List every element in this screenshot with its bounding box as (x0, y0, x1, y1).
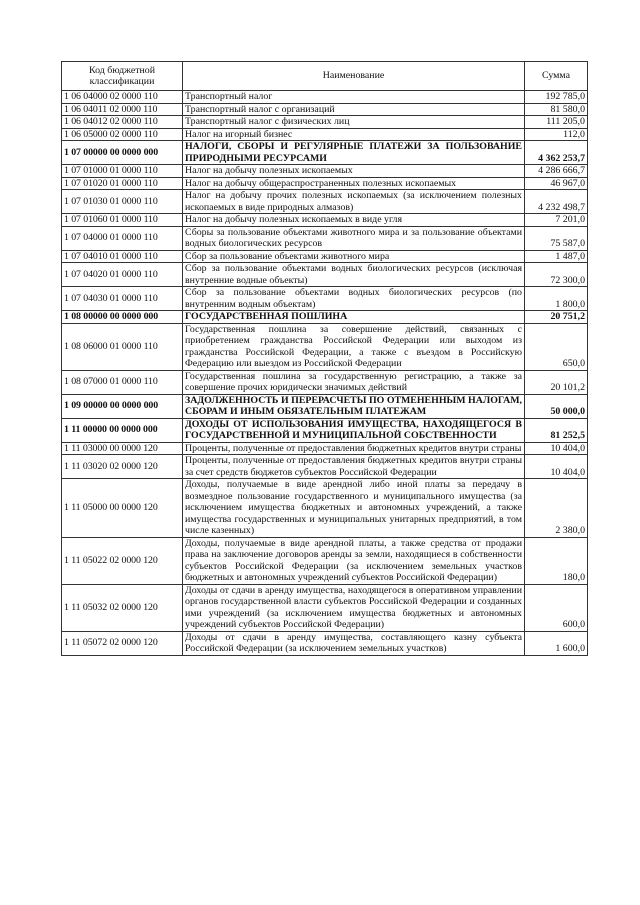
code-cell: 1 11 03000 00 0000 120 (62, 442, 183, 455)
sum-cell: 20 101,2 (525, 370, 588, 394)
table-row (62, 323, 588, 370)
header-code: Код бюджетной классификации (62, 62, 183, 91)
sum-cell: 111 205,0 (525, 116, 588, 129)
table-row (62, 455, 588, 479)
table-row (62, 631, 588, 655)
name-cell: Сборы за пользование объектами животного мира и за пользование объектами водных биологических ресурсов (183, 226, 525, 250)
name-cell: Налог на игорный бизнес (183, 128, 525, 141)
table-row (62, 479, 588, 538)
code-cell: 1 07 04030 01 0000 110 (62, 287, 183, 311)
name-cell: ДОХОДЫ ОТ ИСПОЛЬЗОВАНИЯ ИМУЩЕСТВА, НАХОДЯЩЕГОСЯ В ГОСУДАРСТВЕННОЙ И МУНИЦИПАЛЬНОЙ СОБСТВЕННОСТИ (183, 418, 525, 442)
code-cell: 1 06 04011 02 0000 110 (62, 103, 183, 116)
table-row (62, 584, 588, 631)
code-cell: 1 06 04012 02 0000 110 (62, 116, 183, 129)
budget-table (61, 61, 588, 656)
code-cell: 1 07 00000 00 0000 000 (62, 141, 183, 165)
name-cell: ГОСУДАРСТВЕННАЯ ПОШЛИНА (183, 311, 525, 324)
name-cell: Доходы от сдачи в аренду имущества, находящегося в оперативном управлении органов государственной власти субъектов Российской Федерации и созданных ими учреждений (за исключением имущества бюджетных и автономных учреждений субъектов Российской Федерации) (183, 584, 525, 631)
name-cell: Сбор за пользование объектами водных биологических ресурсов (по внутренним водным объектам) (183, 287, 525, 311)
sum-cell: 4 362 253,7 (525, 141, 588, 165)
table-row (62, 442, 588, 455)
code-cell: 1 07 04010 01 0000 110 (62, 250, 183, 263)
table-row (62, 214, 588, 227)
name-cell: Транспортный налог с физических лиц (183, 116, 525, 129)
sum-cell: 81 580,0 (525, 103, 588, 116)
sum-cell: 72 300,0 (525, 263, 588, 287)
table-header-row (62, 62, 588, 91)
table-row (62, 91, 588, 104)
sum-cell: 4 286 666,7 (525, 165, 588, 178)
table-row (62, 250, 588, 263)
sum-cell: 180,0 (525, 537, 588, 584)
table-row (62, 116, 588, 129)
code-cell: 1 07 01000 01 0000 110 (62, 165, 183, 178)
name-cell: НАЛОГИ, СБОРЫ И РЕГУЛЯРНЫЕ ПЛАТЕЖИ ЗА ПОЛЬЗОВАНИЕ ПРИРОДНЫМИ РЕСУРСАМИ (183, 141, 525, 165)
table-body (62, 91, 588, 656)
sum-cell: 10 404,0 (525, 455, 588, 479)
code-cell: 1 11 03020 02 0000 120 (62, 455, 183, 479)
name-cell: Налог на добычу полезных ископаемых в виде угля (183, 214, 525, 227)
name-cell: Сбор за пользование объектами животного мира (183, 250, 525, 263)
sum-cell: 7 201,0 (525, 214, 588, 227)
code-cell: 1 11 05032 02 0000 120 (62, 584, 183, 631)
name-cell: Проценты, полученные от предоставления бюджетных кредитов внутри страны за счет средств бюджетов субъектов Российской Федерации (183, 455, 525, 479)
sum-cell: 20 751,2 (525, 311, 588, 324)
table-row (62, 141, 588, 165)
table-row (62, 103, 588, 116)
code-cell: 1 08 07000 01 0000 110 (62, 370, 183, 394)
table-row (62, 418, 588, 442)
sum-cell: 1 800,0 (525, 287, 588, 311)
code-cell: 1 06 05000 02 0000 110 (62, 128, 183, 141)
code-cell: 1 07 04020 01 0000 110 (62, 263, 183, 287)
name-cell: Государственная пошлина за совершение действий, связанных с приобретением гражданства Российской Федерации или выходом из гражданства Российской Федерации, а также с въездом в Российскую Федерацию или выездом из Российской Федерации (183, 323, 525, 370)
name-cell: Налог на добычу прочих полезных ископаемых (за исключением полезных ископаемых в виде природных алмазов) (183, 190, 525, 214)
table-row (62, 311, 588, 324)
code-cell: 1 08 06000 01 0000 110 (62, 323, 183, 370)
sum-cell: 75 587,0 (525, 226, 588, 250)
code-cell: 1 07 01030 01 0000 110 (62, 190, 183, 214)
code-cell: 1 11 00000 00 0000 000 (62, 418, 183, 442)
name-cell: Доходы, получаемые в виде арендной платы, а также средства от продажи права на заключение договоров аренды за земли, находящиеся в собственности субъектов Российской Федерации (за исключением земельных участков бюджетных и автономных учреждений субъектов Российской Федерации) (183, 537, 525, 584)
code-cell: 1 09 00000 00 0000 000 (62, 394, 183, 418)
sum-cell: 650,0 (525, 323, 588, 370)
header-name: Наименование (183, 62, 525, 91)
code-cell: 1 11 05022 02 0000 120 (62, 537, 183, 584)
header-sum: Сумма (525, 62, 588, 91)
name-cell: ЗАДОЛЖЕННОСТЬ И ПЕРЕРАСЧЕТЫ ПО ОТМЕНЕННЫМ НАЛОГАМ, СБОРАМ И ИНЫМ ОБЯЗАТЕЛЬНЫМ ПЛАТЕЖАМ (183, 394, 525, 418)
table-row (62, 287, 588, 311)
sum-cell: 46 967,0 (525, 177, 588, 190)
code-cell: 1 07 01020 01 0000 110 (62, 177, 183, 190)
table-row (62, 537, 588, 584)
sum-cell: 600,0 (525, 584, 588, 631)
table-row (62, 370, 588, 394)
sum-cell: 2 380,0 (525, 479, 588, 538)
code-cell: 1 07 01060 01 0000 110 (62, 214, 183, 227)
sum-cell: 112,0 (525, 128, 588, 141)
table-row (62, 165, 588, 178)
sum-cell: 50 000,0 (525, 394, 588, 418)
name-cell: Сбор за пользование объектами водных биологических ресурсов (исключая внутренние водные объекты) (183, 263, 525, 287)
table-row (62, 190, 588, 214)
code-cell: 1 08 00000 00 0000 000 (62, 311, 183, 324)
sum-cell: 192 785,0 (525, 91, 588, 104)
name-cell: Доходы от сдачи в аренду имущества, составляющего казну субъекта Российской Федерации (за исключением земельных участков) (183, 631, 525, 655)
table-row (62, 394, 588, 418)
table-row (62, 177, 588, 190)
name-cell: Налог на добычу общераспространенных полезных ископаемых (183, 177, 525, 190)
table-row (62, 128, 588, 141)
name-cell: Государственная пошлина за государственную регистрацию, а также за совершение прочих юридически значимых действий (183, 370, 525, 394)
name-cell: Транспортный налог (183, 91, 525, 104)
table-row (62, 263, 588, 287)
code-cell: 1 11 05000 00 0000 120 (62, 479, 183, 538)
table-row (62, 226, 588, 250)
document-page (61, 61, 587, 656)
name-cell: Транспортный налог с организаций (183, 103, 525, 116)
sum-cell: 81 252,5 (525, 418, 588, 442)
name-cell: Проценты, полученные от предоставления бюджетных кредитов внутри страны (183, 442, 525, 455)
code-cell: 1 07 04000 01 0000 110 (62, 226, 183, 250)
sum-cell: 4 232 498,7 (525, 190, 588, 214)
sum-cell: 1 487,0 (525, 250, 588, 263)
code-cell: 1 06 04000 02 0000 110 (62, 91, 183, 104)
sum-cell: 10 404,0 (525, 442, 588, 455)
name-cell: Доходы, получаемые в виде арендной либо иной платы за передачу в возмездное пользование государственного и муниципального имущества (за исключением имущества бюджетных и автономных учреждений, а также имущества государственных и муниципальных унитарных предприятий, в том числе казенных) (183, 479, 525, 538)
code-cell: 1 11 05072 02 0000 120 (62, 631, 183, 655)
sum-cell: 1 600,0 (525, 631, 588, 655)
name-cell: Налог на добычу полезных ископаемых (183, 165, 525, 178)
